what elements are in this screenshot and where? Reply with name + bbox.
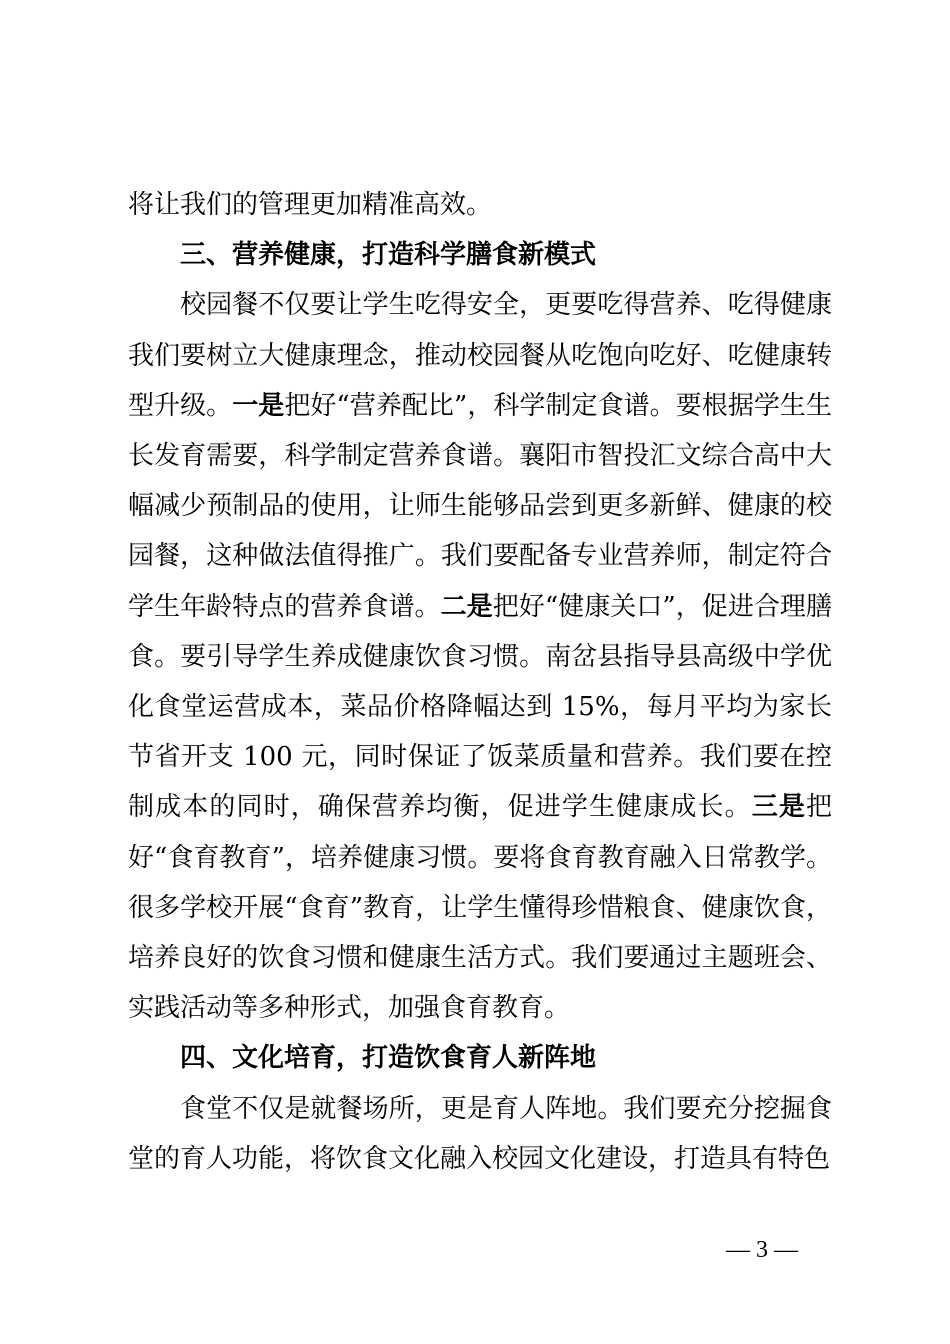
emphasis-first: 一是 xyxy=(232,390,285,421)
text-run: 将让我们的管理更加精准高效。 xyxy=(128,190,493,220)
page-number: — 3 — xyxy=(726,1237,798,1263)
paragraph-continued-management xyxy=(128,180,832,230)
text-run: 把好“食育教育”，培养健康习惯。要将食育教育融入日常教学。很多学校开展“食育”教育，让学生懂得珍惜粮食、健康饮食，培养良好的饮食习惯和健康生活方式。我们要通过主题班会、实践活动等多种形式，加强食育教育。 xyxy=(128,792,832,1024)
document-body xyxy=(128,180,832,1184)
paragraph-nutrition-health xyxy=(128,280,832,1033)
text-run: 把好“营养配比”，科学制定食谱。要根据学生生长发育需要，科学制定营养食谱。襄阳市智投汇文综合高中大幅减少预制品的使用，让师生能够品尝到更多新鲜、健康的校园餐，这种做法值得推广。我们要配备专业营养师，制定符合学生年龄特点的营养食谱。 xyxy=(128,390,832,622)
section-heading-nutrition-health: 三、营养健康，打造科学膳食新模式 xyxy=(180,240,597,271)
paragraph-culture xyxy=(128,1084,832,1184)
emphasis-second: 二是 xyxy=(440,591,493,622)
emphasis-third: 三是 xyxy=(751,792,806,823)
text-run: 校园餐不仅要让学生吃得安全，更要吃得营养、吃得健康我们要树立大健康理念，推动校园餐从吃饱向吃好、吃健康转型升级。 xyxy=(128,290,832,421)
section-heading-culture: 四、文化培育，打造饮食育人新阵地 xyxy=(180,1043,597,1074)
text-run: 食堂不仅是就餐场所，更是育人阵地。我们要充分挖掘食堂的育人功能，将饮食文化融入校园文化建设，打造具有特色 xyxy=(128,1093,832,1174)
text-run: 把好“健康关口”，促进合理膳食。要引导学生养成健康饮食习惯。南岔县指导县高级中学优化食堂运营成本，菜品价格降幅达到 15%，每月平均为家长节省开支 100 元，同时保证了饭菜质量和营养。我们要在控制成本的同时，确保营养均衡，促进学生健康成长。 xyxy=(128,591,832,823)
